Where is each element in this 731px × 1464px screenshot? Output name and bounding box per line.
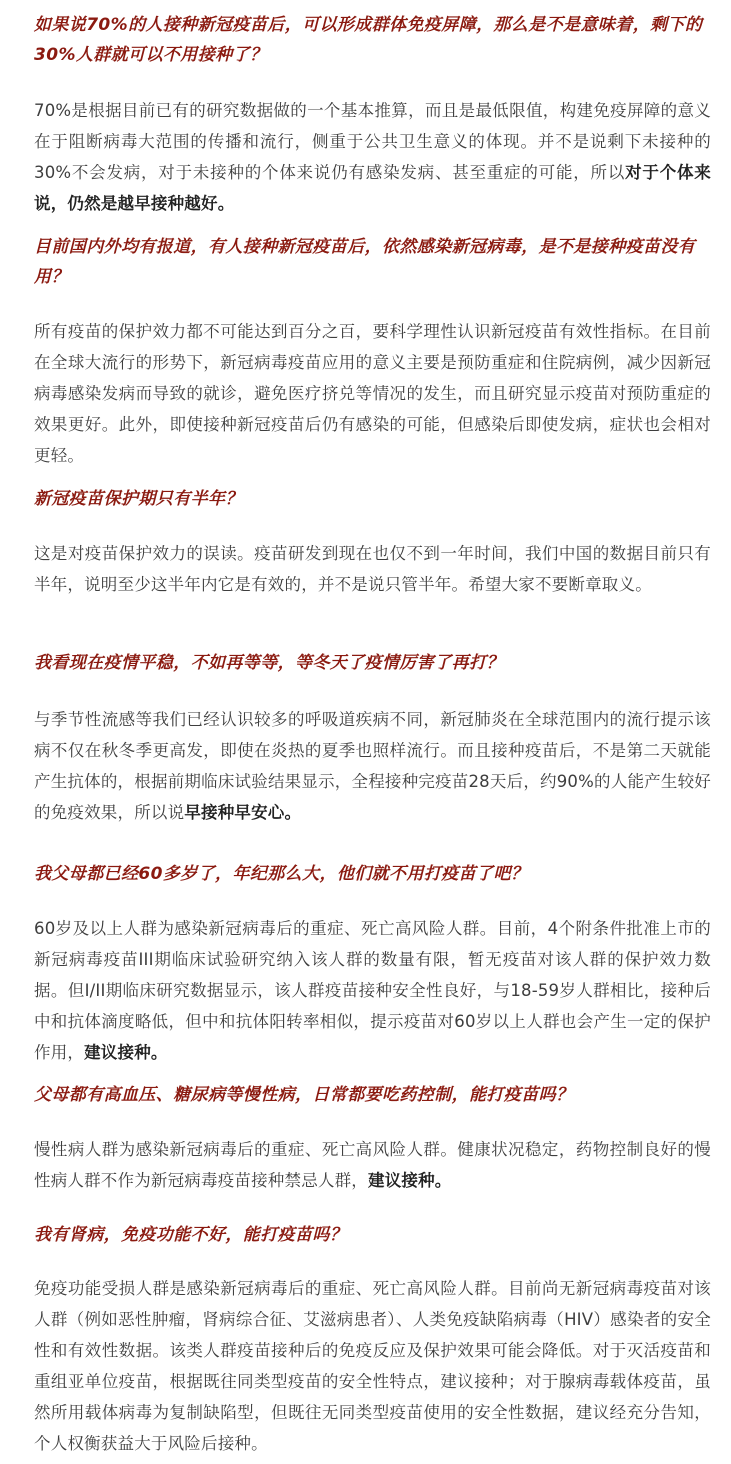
faq-answer: 慢性病人群为感染新冠病毒后的重症、死亡高风险人群。健康状况稳定，药物控制良好的慢性病人群不作为新冠病毒疫苗接种禁忌人群，建议接种。 bbox=[34, 1140, 711, 1190]
faq-question: 目前国内外均有报道，有人接种新冠疫苗后，依然感染新冠病毒，是不是接种疫苗没有用？ bbox=[34, 237, 696, 287]
faq-answer: 70%是根据目前已有的研究数据做的一个基本推算，而且是最低限值，构建免疫屏障的意义在于阻断病毒大范围的传播和流行，侧重于公共卫生意义的体现。并不是说剩下未接种的30%不会发病，对于未接种的个体来说仍有感染发病、甚至重症的可能，所以对于个体来说，仍然是越早接种越好。 bbox=[34, 101, 711, 213]
faq-question: 我看现在疫情平稳，不如再等等，等冬天了疫情厉害了再打？ bbox=[34, 653, 504, 673]
faq-answer: 这是对疫苗保护效力的误读。疫苗研发到现在也仅不到一年时间，我们中国的数据目前只有半年，说明至少这半年内它是有效的，并不是说只管半年。希望大家不要断章取义。 bbox=[34, 544, 711, 594]
faq-question: 新冠疫苗保护期只有半年？ bbox=[34, 489, 243, 509]
faq-answer: 免疫功能受损人群是感染新冠病毒后的重症、死亡高风险人群。目前尚无新冠病毒疫苗对该人群（例如恶性肿瘤，肾病综合征、艾滋病患者）、人类免疫缺陷病毒（HIV）感染者的安全性和有效性数据。该类人群疫苗接种后的免疫反应及保护效果可能会降低。对于灭活疫苗和重组亚单位疫苗，根据既往同类型疫苗的安全性特点，建议接种；对于腺病毒载体疫苗，虽然所用载体病毒为复制缺陷型，但既往无同类型疫苗使用的安全性数据，建议经充分告知，个人权衡获益大于风险后接种。 bbox=[34, 1279, 711, 1453]
faq-answer: 所有疫苗的保护效力都不可能达到百分之百，要科学理性认识新冠疫苗有效性指标。在目前在全球大流行的形势下，新冠病毒疫苗应用的意义主要是预防重症和住院病例，减少因新冠病毒感染发病而导致的就诊，避免医疗挤兑等情况的发生，而且研究显示疫苗对预防重症的效果更好。此外，即使接种新冠疫苗后仍有感染的可能，但感染后即使发病，症状也会相对更轻。 bbox=[34, 322, 711, 465]
answer-emphasis: 对于个体来说，仍然是越早接种越好。 bbox=[34, 163, 711, 213]
answer-emphasis: 建议接种。 bbox=[84, 1043, 168, 1062]
faq-question: 我父母都已经60多岁了，年纪那么大，他们就不用打疫苗了吧？ bbox=[34, 864, 529, 884]
faq-answer: 与季节性流感等我们已经认识较多的呼吸道疾病不同，新冠肺炎在全球范围内的流行提示该病不仅在秋冬季更高发，即使在炎热的夏季也照样流行。而且接种疫苗后，不是第二天就能产生抗体的，根据前期临床试验结果显示，全程接种完疫苗28天后，约90%的人能产生较好的免疫效果，所以说早接种早安心。 bbox=[34, 710, 711, 822]
faq-question: 如果说70%的人接种新冠疫苗后，可以形成群体免疫屏障，那么是不是意味着，剩下的30%人群就可以不用接种了？ bbox=[34, 15, 703, 65]
faq-question: 我有肾病，免疫功能不好，能打疫苗吗？ bbox=[34, 1225, 348, 1245]
answer-emphasis: 早接种早安心。 bbox=[184, 803, 302, 822]
faq-question: 父母都有高血压、糖尿病等慢性病，日常都要吃药控制，能打疫苗吗？ bbox=[34, 1085, 574, 1105]
answer-emphasis: 建议接种。 bbox=[368, 1171, 452, 1190]
faq-answer: 60岁及以上人群为感染新冠病毒后的重症、死亡高风险人群。目前，4个附条件批准上市的新冠病毒疫苗III期临床试验研究纳入该人群的数量有限，暂无疫苗对该人群的保护效力数据。但I/II期临床研究数据显示，该人群疫苗接种安全性良好，与18-59岁人群相比，接种后中和抗体滴度略低，但中和抗体阳转率相似，提示疫苗对60岁以上人群也会产生一定的保护作用，建议接种。 bbox=[34, 919, 711, 1062]
